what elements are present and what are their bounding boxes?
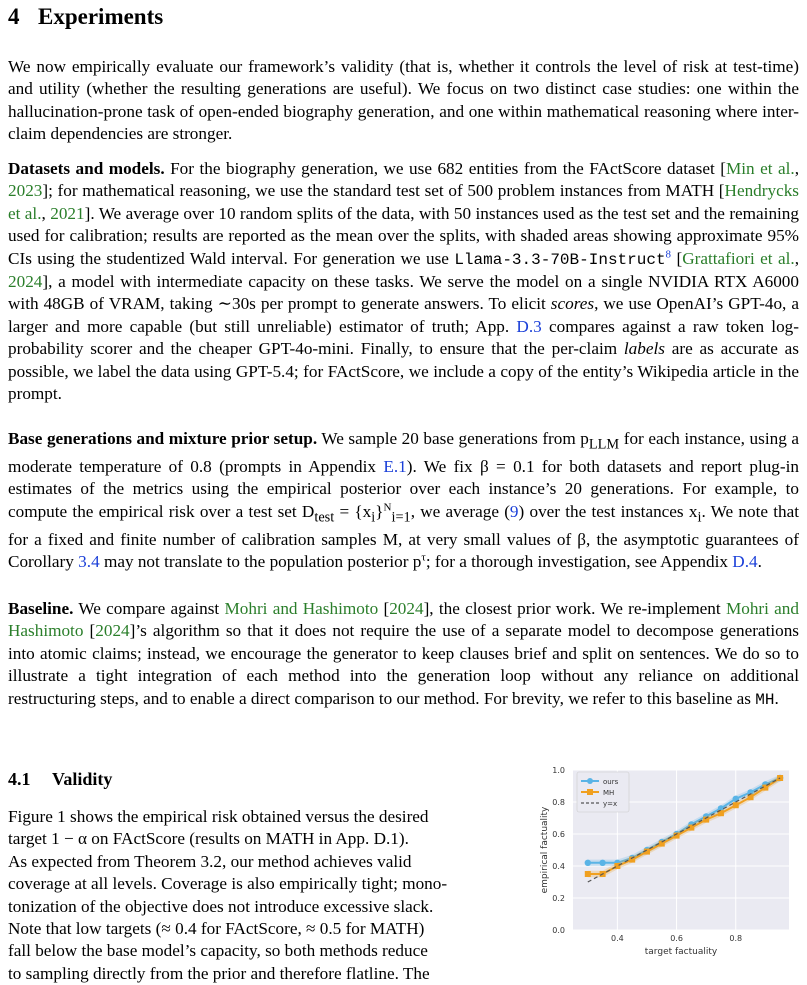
text: We sample 20 base generations from p [317,429,589,448]
datasets-lead: Datasets and models. [8,159,165,178]
text: [ [671,248,683,268]
section-number: 4 [8,4,20,29]
text: } [375,501,384,521]
validity-line: tonization of the objective does not introduce excessive slack. [8,896,434,916]
y-tick-label: 0.2 [552,894,565,903]
validity-line: fall below the base model’s capacity, so both methods reduce [8,941,428,961]
text: . We note that for a fixed and finite number of calibration samples M, at very small values of β, the asymptotic guarantees of Corollary [8,501,799,571]
text: . [774,688,779,708]
equation-link-9[interactable]: 9 [509,501,519,521]
baseline-lead: Baseline. [8,599,74,618]
citation-mohri-2[interactable]: Mohri and Hashimoto [8,599,799,641]
legend-label: ours [603,778,619,786]
superscript: τ [421,551,426,564]
text: , we use OpenAI’s GPT-4o, a larger and more capable (but still unreliable) estimator of truth; App. [8,294,799,336]
legend-label: MH [603,789,615,797]
legend-label: y=x [603,800,618,808]
y-tick-label: 0.4 [552,862,565,871]
subscript: i [371,509,376,526]
subsection-title: Validity [52,769,113,789]
y-axis-label: empirical factuality [540,806,550,894]
point-mh [733,802,739,808]
citation-mohri-year[interactable]: 2024 [389,599,424,618]
text: , [794,159,800,178]
intro-paragraph: We now empirically evaluate our framework’s validity (that is, whether it controls the level of risk at test-time) and utility (whether the resulting generations are useful). We focus on two distinct case studies: one within the hallucination-prone task of open-ended biography generation, and one within mathematical reasoning where inter-claim dependencies are stronger. [8,57,799,144]
subscript: test [314,509,335,526]
subsection-number: 4.1 [8,769,31,789]
superscript: N [383,500,392,513]
citation-min[interactable]: Min et al. [725,159,795,178]
baseline-paragraph [8,598,799,711]
appendix-link-e1[interactable]: E.1 [383,456,407,476]
text: , we average ( [410,501,510,521]
text: , [794,248,799,268]
text: . [757,551,762,571]
y-tick-label: 0.8 [552,798,565,807]
point-ours [599,860,605,866]
subsection-heading [8,768,112,790]
x-tick-label: 0.4 [611,934,624,943]
point-ours [585,860,591,866]
baseline-abbrev: MH [755,690,775,709]
legend-marker [587,778,593,784]
validity-line: coverage at all levels. Coverage is also empirically tight; mono- [8,874,448,894]
base-paragraph [8,428,799,573]
y-tick-label: 0.6 [552,830,565,839]
validity-paragraph [8,806,512,985]
text: compares against a raw token log-probability scorer and the cheaper GPT-4o-mini. Finally, to ensure that the per-claim [8,316,799,359]
citation-grattafiori-year[interactable]: 2024 [8,272,43,292]
citation-mohri[interactable]: Mohri and Hashimoto [224,599,379,618]
subscript: i=1 [391,509,411,526]
text: ) over the test instances x [518,501,698,521]
factuality-chart [529,760,799,960]
point-mh [585,871,591,877]
text: = {x [334,501,372,521]
text: ]’s algorithm so that it does not require the use of a separate model to decompose generations into atomic claims; instead, we encourage the generator to keep clauses brief and split on sentences. We do so to illustrate a tight integration of each method into the generation loop without any reliance on additional restructuring steps, and to enable a direct comparison to our method. For brevity, we refer to this baseline as [8,621,799,708]
text: We compare against [73,599,225,618]
text: [ [378,599,390,618]
scores-term: scores [550,294,595,314]
citation-min-year[interactable]: 2023 [8,181,43,201]
labels-term: labels [623,339,665,359]
text: ]. We average over 10 random splits of the data, with 50 instances used as the test set and the remaining used for calibration; results are reported as the mean over the splits, with shaded areas showing approximate 95% CIs using the studentized Wald interval. For generation we use [8,203,799,268]
text: are as accurate as possible, we label the data using GPT-5.4; for FActScore, we include a copy of the entity’s Wikipedia article in the prompt. [8,339,799,404]
datasets-paragraph [8,158,799,405]
text: for each instance, using a moderate temperature of 0.8 (prompts in Appendix [8,429,799,476]
validity-line: Note that low targets (≈ 0.4 for FActScore, ≈ 0.5 for MATH) [8,919,425,939]
text: , [41,203,51,223]
citation-mohri-year-2[interactable]: 2024 [95,621,130,641]
point-mh [614,863,620,869]
footnote-marker[interactable]: 8 [665,247,672,260]
text: ], a model with intermediate capacity on these tasks. We serve the model on a single NVIDIA RTX A6000 with 48GB of VRAM, taking ∼30s per prompt to generate answers. To elicit [8,272,799,314]
text: ], the closest prior work. We re-implement [423,599,726,618]
citation-hendrycks-year[interactable]: 2021 [50,203,85,223]
appendix-link-d4[interactable]: D.4 [732,551,758,571]
y-tick-label: 1.0 [552,766,565,775]
x-tick-label: 0.8 [729,934,743,943]
validity-line: Figure 1 shows the empirical risk obtained versus the desired [8,807,429,826]
text: may not translate to the population posterior p [99,551,422,571]
text: ). We fix β = 0.1 for both datasets and report plug-in estimates of the metrics using the empirical posterior over each instance’s 20 generations. For example, to compute the empirical risk over a test set D [8,456,799,521]
appendix-link-d3[interactable]: D.3 [516,316,542,336]
base-lead: Base generations and mixture prior setup. [8,429,318,448]
subscript: i [697,509,702,526]
legend-marker [587,789,593,795]
subscript: LLM [588,436,620,453]
section-title: Experiments [38,4,164,29]
x-tick-label: 0.6 [670,934,683,943]
text: For the biography generation, we use 682 entities from the FActScore dataset [ [164,159,726,178]
validity-line: As expected from Theorem 3.2, our method achieves valid [8,851,412,871]
text: ; for a thorough investigation, see Appendix [425,551,733,571]
corollary-link[interactable]: 3.4 [78,551,100,571]
validity-line: to sampling directly from the prior and therefore flatline. The [8,963,430,983]
citation-grattafiori[interactable]: Grattafiori et al. [682,248,795,268]
citation-hendrycks[interactable]: Hendrycks et al. [8,181,799,223]
text: ]; for mathematical reasoning, we use the standard test set of 500 problem instances from MATH [ [42,181,725,201]
y-tick-label: 0.0 [552,926,565,935]
x-axis-label: target factuality [644,947,718,957]
text: [ [83,621,96,641]
section-heading [8,2,163,32]
validity-line: target 1 − α on FActScore (results on MATH in App. D.1). [8,829,409,849]
model-name: Llama-3.3-70B-Instruct [454,250,666,269]
